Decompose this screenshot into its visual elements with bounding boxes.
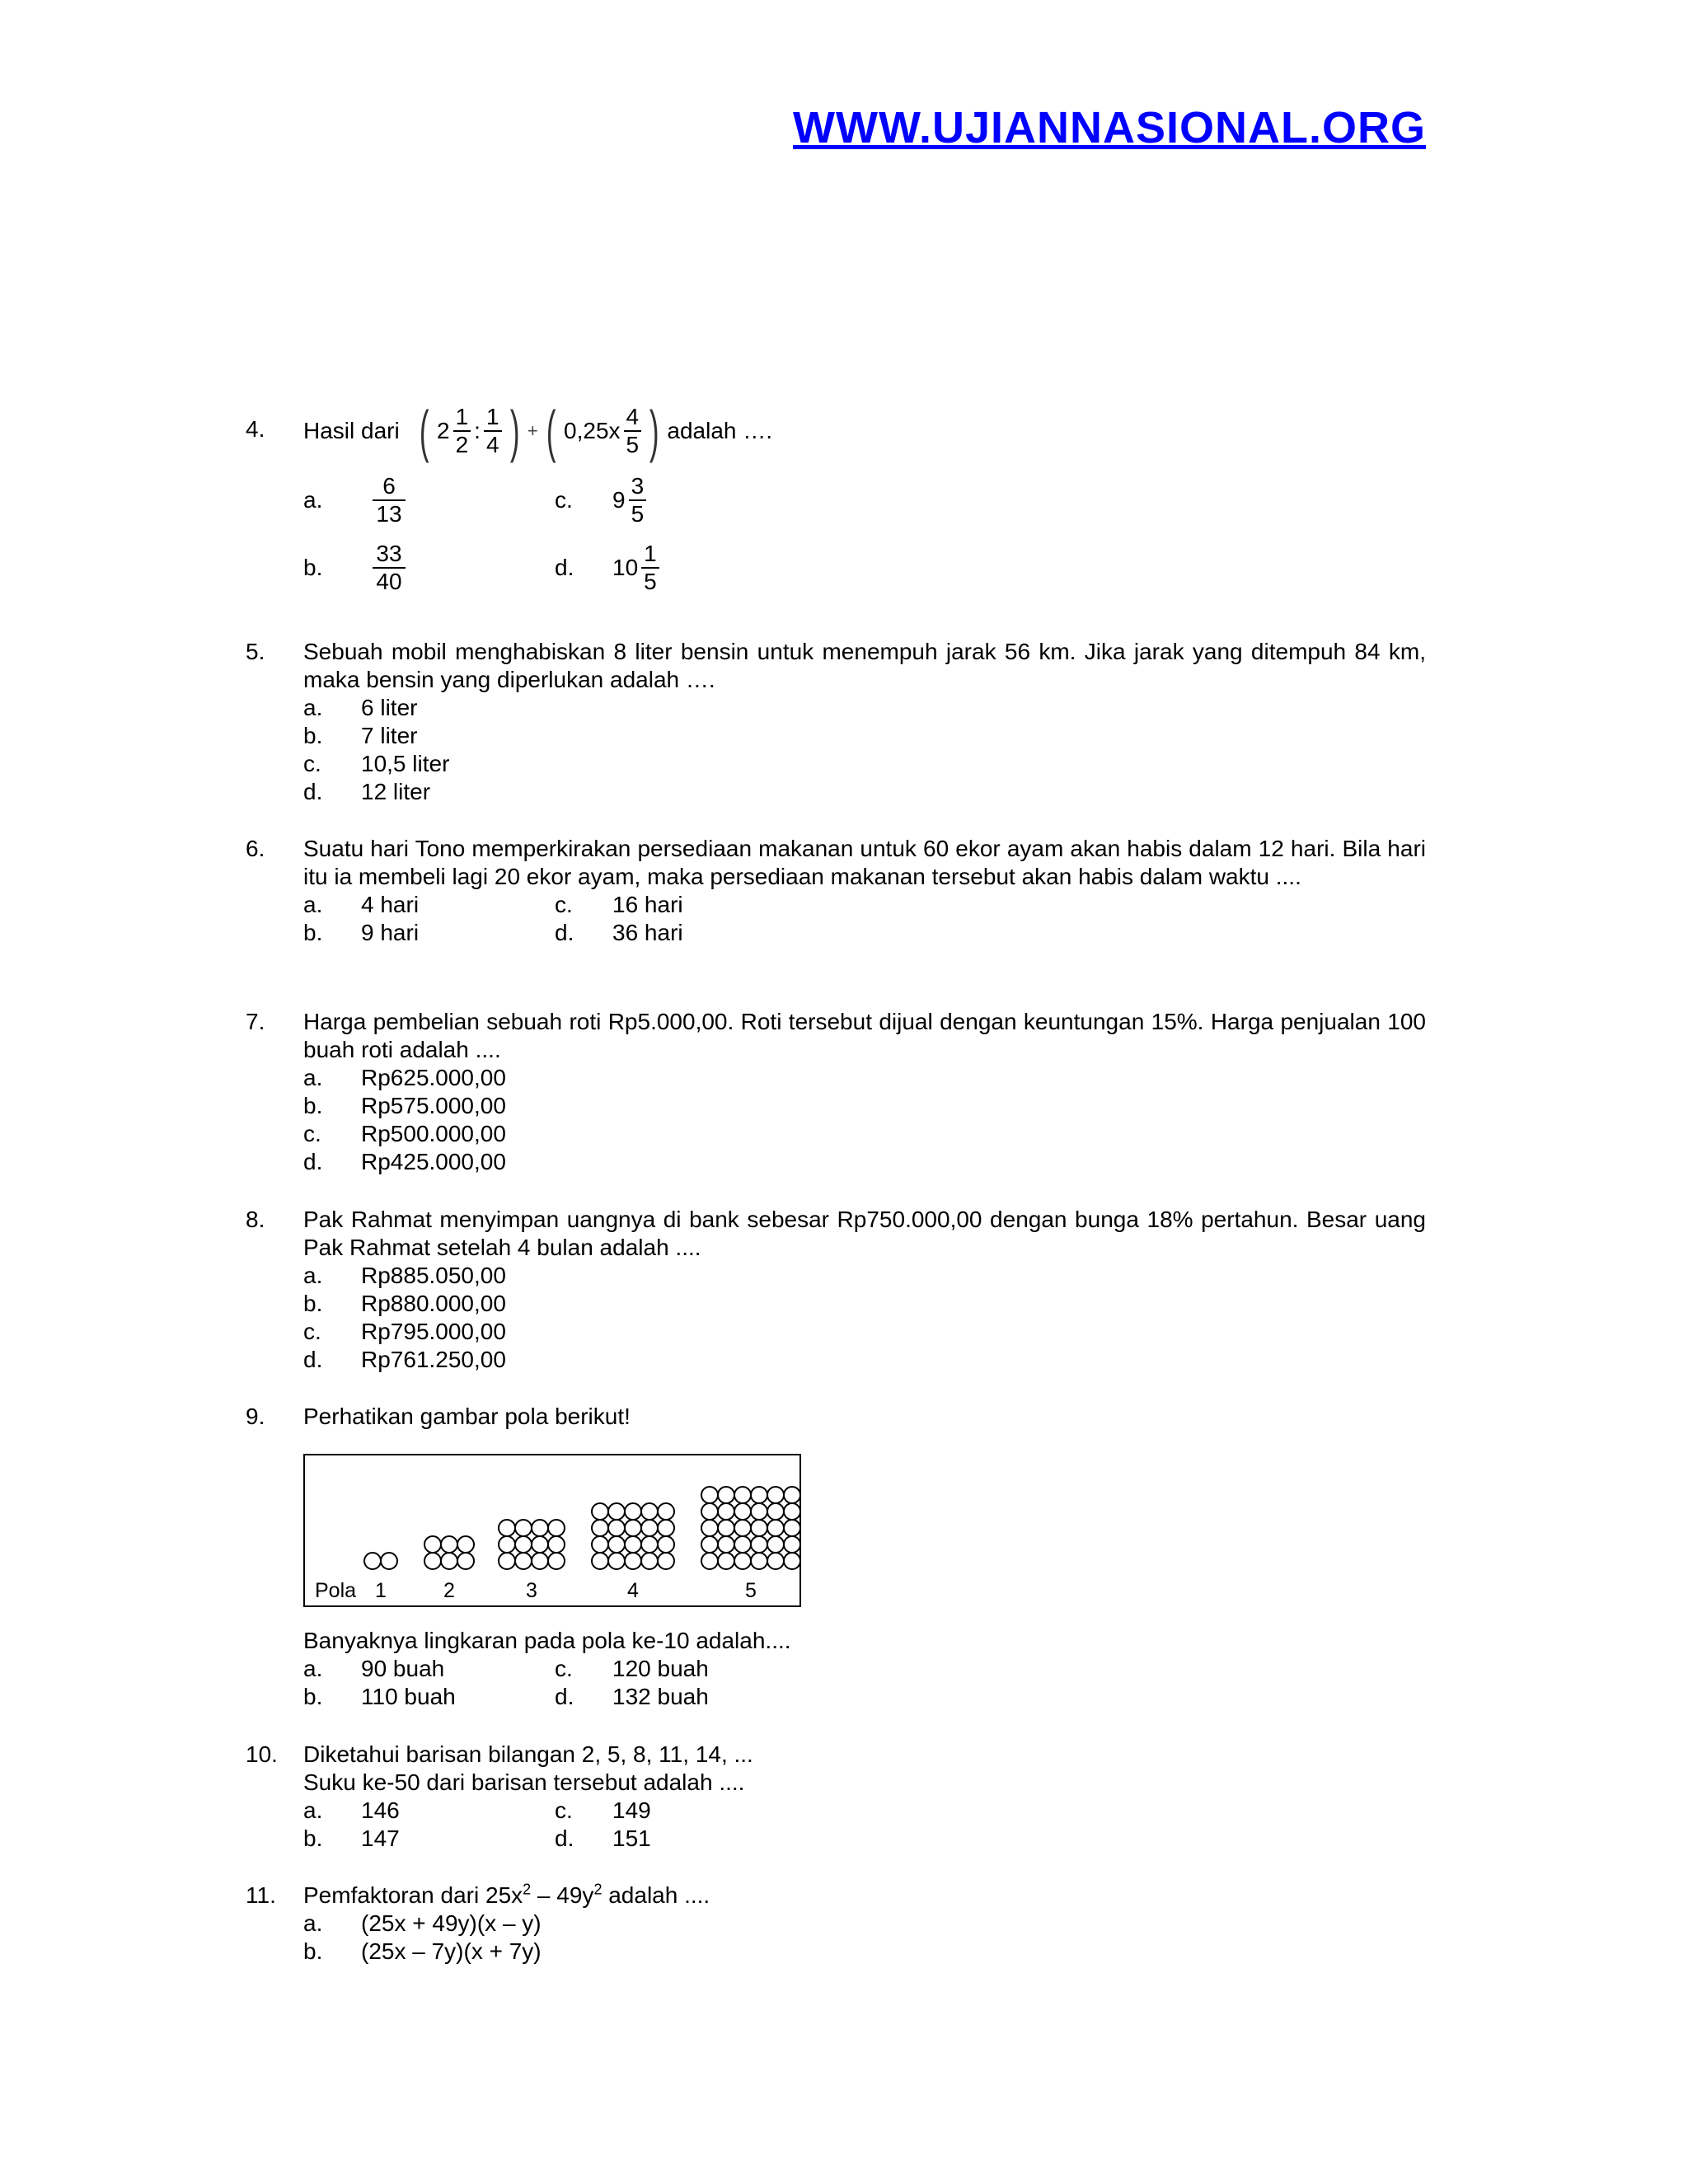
- pattern-circle: [515, 1536, 532, 1553]
- question-5: [246, 638, 1426, 806]
- q5-option-a[interactable]: a. 6 liter: [303, 695, 418, 720]
- left-paren-icon: (: [419, 399, 429, 463]
- q10-line-1: Diketahui barisan bilangan 2, 5, 8, 11, 14, ...: [303, 1741, 753, 1767]
- pattern-circle: [592, 1536, 608, 1553]
- pattern-circle: [767, 1503, 784, 1520]
- pattern-circle: [784, 1520, 799, 1536]
- pattern-circle: [718, 1503, 734, 1520]
- q10-options-row-1: a. 146 c. 149: [303, 1797, 651, 1823]
- question-text: Pemfaktoran dari $25x^2 - 49y^2$ adalah ....: [303, 1881, 710, 1908]
- pattern-circle: [441, 1536, 457, 1553]
- q9-options-row-2: b. 110 buah d. 132 buah: [303, 1684, 709, 1709]
- pattern-circle: [641, 1503, 658, 1520]
- pattern-circle: [548, 1553, 565, 1569]
- pattern-circle: [718, 1553, 734, 1569]
- question-9: [246, 1403, 1426, 1709]
- question-number: 4.: [246, 416, 265, 442]
- pattern-circle: [658, 1520, 674, 1536]
- pattern-circle: [625, 1536, 641, 1553]
- pattern-circle: [751, 1536, 767, 1553]
- pattern-circle: [784, 1553, 799, 1569]
- pattern-circle: [767, 1536, 784, 1553]
- pattern-circle: [515, 1553, 532, 1569]
- q4-fraction-2: $\frac{1}{4}$: [484, 404, 502, 458]
- question-number: 7.: [246, 1009, 265, 1034]
- pattern-circle: [592, 1553, 608, 1569]
- pattern-circle: [441, 1553, 457, 1569]
- pattern-circle: [767, 1553, 784, 1569]
- pattern-circle: [592, 1503, 608, 1520]
- q8-option-d[interactable]: d. Rp761.250,00: [303, 1347, 506, 1372]
- pattern-circle: [381, 1553, 397, 1569]
- question-text: Pak Rahmat menyimpan uangnya di bank sebesar Rp750.000,00 dengan bunga 18% pertahun. Besar uang Pak Rahmat setelah 4 bulan adalah ....: [303, 1207, 1426, 1260]
- q4-option-c[interactable]: c. 9 $\frac{3}{5}$: [555, 473, 646, 527]
- question-text: Suatu hari Tono memperkirakan persediaan makanan untuk 60 ekor ayam akan habis dalam 12 hari. Bila hari itu ia membeli lagi 20 ekor ayam, maka persediaan makanan tersebut akan habis dalam waktu ....: [303, 836, 1426, 889]
- pattern-circle: [608, 1553, 625, 1569]
- question-number: 9.: [246, 1404, 265, 1429]
- question-number: 6.: [246, 836, 265, 861]
- pattern-circle: [457, 1553, 474, 1569]
- q5-option-d[interactable]: d. 12 liter: [303, 779, 431, 804]
- q4-decimal: 0,25x: [564, 418, 621, 443]
- q8-option-b[interactable]: b. Rp880.000,00: [303, 1291, 506, 1316]
- q4-fraction-1: $\frac{1}{2}$: [453, 404, 471, 458]
- pattern-circle: [424, 1553, 441, 1569]
- question-7: [246, 1008, 1426, 1176]
- pattern-number-label: 4: [627, 1579, 639, 1602]
- right-paren-icon: ): [649, 399, 659, 463]
- pattern-circle: [767, 1487, 784, 1503]
- pattern-circle: [625, 1520, 641, 1536]
- pattern-circle: [718, 1487, 734, 1503]
- pattern-circle: [641, 1520, 658, 1536]
- pattern-circle: [658, 1553, 674, 1569]
- pattern-circle: [751, 1520, 767, 1536]
- pattern-circle: [784, 1487, 799, 1503]
- site-link[interactable]: WWW.UJIANNASIONAL.ORG: [793, 103, 1426, 152]
- q4-suffix: adalah ….: [667, 418, 773, 443]
- pattern-circle: [364, 1553, 381, 1569]
- pattern-circle: [701, 1487, 718, 1503]
- right-paren-icon: ): [509, 399, 520, 463]
- q6-options-row-2: b. 9 hari d. 36 hari: [303, 920, 683, 945]
- pattern-svg: [305, 1455, 799, 1605]
- pattern-circle: [532, 1536, 548, 1553]
- q4-option-a[interactable]: a. $\frac{6}{13}$: [303, 473, 406, 527]
- pattern-circle: [532, 1520, 548, 1536]
- pattern-number-label: 5: [745, 1579, 757, 1602]
- q5-option-b[interactable]: b. 7 liter: [303, 723, 418, 748]
- pattern-circle: [734, 1520, 751, 1536]
- question-10: [246, 1741, 1426, 1853]
- pattern-circle: [457, 1536, 474, 1553]
- question-number: 10.: [246, 1741, 278, 1767]
- q4-option-d[interactable]: d. 10 $\frac{1}{5}$: [555, 541, 659, 595]
- pattern-circle: [592, 1520, 608, 1536]
- pattern-circle: [784, 1536, 799, 1553]
- pattern-circle: [641, 1536, 658, 1553]
- pattern-circle: [424, 1536, 441, 1553]
- pattern-circle: [767, 1520, 784, 1536]
- pattern-circle: [608, 1503, 625, 1520]
- q4-fraction-3: $\frac{4}{5}$: [624, 404, 642, 458]
- pattern-number-label: 1: [375, 1579, 387, 1602]
- q7-option-c[interactable]: c. Rp500.000,00: [303, 1121, 506, 1146]
- pattern-circle: [641, 1553, 658, 1569]
- pattern-circle: [718, 1520, 734, 1536]
- pattern-circle: [784, 1503, 799, 1520]
- q7-option-d[interactable]: d. Rp425.000,00: [303, 1149, 506, 1174]
- question-number: 8.: [246, 1207, 265, 1232]
- pattern-circle: [701, 1503, 718, 1520]
- question-6: [246, 835, 1426, 947]
- q4-prefix: Hasil dari: [303, 418, 400, 443]
- pattern-circle: [532, 1553, 548, 1569]
- q4-plus-sign: +: [527, 420, 538, 441]
- pattern-circle: [658, 1503, 674, 1520]
- pattern-circle: [734, 1487, 751, 1503]
- q9-options-row-1: a. 90 buah c. 120 buah: [303, 1656, 709, 1681]
- pattern-circle: [701, 1536, 718, 1553]
- pattern-circle: [499, 1536, 515, 1553]
- pattern-circle: [718, 1536, 734, 1553]
- pattern-circle: [515, 1520, 532, 1536]
- question-4: [246, 399, 1426, 613]
- pattern-circle: [625, 1553, 641, 1569]
- question-number: 5.: [246, 639, 265, 664]
- pattern-circle: [751, 1553, 767, 1569]
- q9-question: Banyaknya lingkaran pada pola ke-10 adalah....: [303, 1628, 791, 1653]
- q4-option-b[interactable]: b. $\frac{33}{40}$: [303, 541, 406, 595]
- question-text: Sebuah mobil menghabiskan 8 liter bensin untuk menempuh jarak 56 km. Jika jarak yang ditempuh 84 km, maka bensin yang diperlukan adalah ….: [303, 639, 1426, 692]
- pattern-circle: [625, 1503, 641, 1520]
- pattern-circle: [548, 1536, 565, 1553]
- q5-option-c[interactable]: c. 10,5 liter: [303, 751, 450, 776]
- left-paren-icon: (: [546, 399, 556, 463]
- circle-pattern-figure: [303, 1454, 801, 1607]
- pattern-circle: [751, 1503, 767, 1520]
- pattern-circle: [499, 1553, 515, 1569]
- q8-option-a[interactable]: a. Rp885.050,00: [303, 1263, 506, 1288]
- question-number: 11.: [246, 1882, 276, 1908]
- pattern-number-label: 2: [443, 1579, 455, 1602]
- q10-options-row-2: b. 147 d. 151: [303, 1825, 651, 1851]
- pattern-circle: [499, 1520, 515, 1536]
- q7-option-b[interactable]: b. Rp575.000,00: [303, 1093, 506, 1118]
- pattern-circle: [701, 1553, 718, 1569]
- pattern-circle: [608, 1520, 625, 1536]
- pattern-number-label: 3: [526, 1579, 537, 1602]
- q6-options-row-1: a. 4 hari c. 16 hari: [303, 892, 683, 917]
- question-text: Perhatikan gambar pola berikut!: [303, 1404, 631, 1429]
- q4-div-sign: :: [474, 418, 481, 443]
- q11-option-b[interactable]: b. (25x – 7y)(x + 7y): [303, 1938, 542, 1964]
- q11-option-a[interactable]: a. (25x + 49y)(x – y): [303, 1910, 542, 1936]
- pattern-circle: [734, 1553, 751, 1569]
- q8-option-c[interactable]: c. Rp795.000,00: [303, 1319, 506, 1344]
- pattern-circle: [548, 1520, 565, 1536]
- pattern-circle: [751, 1487, 767, 1503]
- question-11: [246, 1882, 1426, 1966]
- pattern-circle: [701, 1520, 718, 1536]
- pattern-label: Pola: [315, 1579, 357, 1602]
- pattern-circle: [608, 1536, 625, 1553]
- question-text: Harga pembelian sebuah roti Rp5.000,00. Roti tersebut dijual dengan keuntungan 15%. Harga penjualan 100 buah roti adalah ....: [303, 1009, 1426, 1062]
- q7-option-a[interactable]: a. Rp625.000,00: [303, 1065, 506, 1090]
- pattern-circle: [658, 1536, 674, 1553]
- pattern-circle: [734, 1503, 751, 1520]
- q10-line-2: Suku ke-50 dari barisan tersebut adalah ....: [303, 1769, 745, 1795]
- question-8: [246, 1206, 1426, 1374]
- pattern-circle: [734, 1536, 751, 1553]
- q4-whole: 2: [437, 418, 450, 443]
